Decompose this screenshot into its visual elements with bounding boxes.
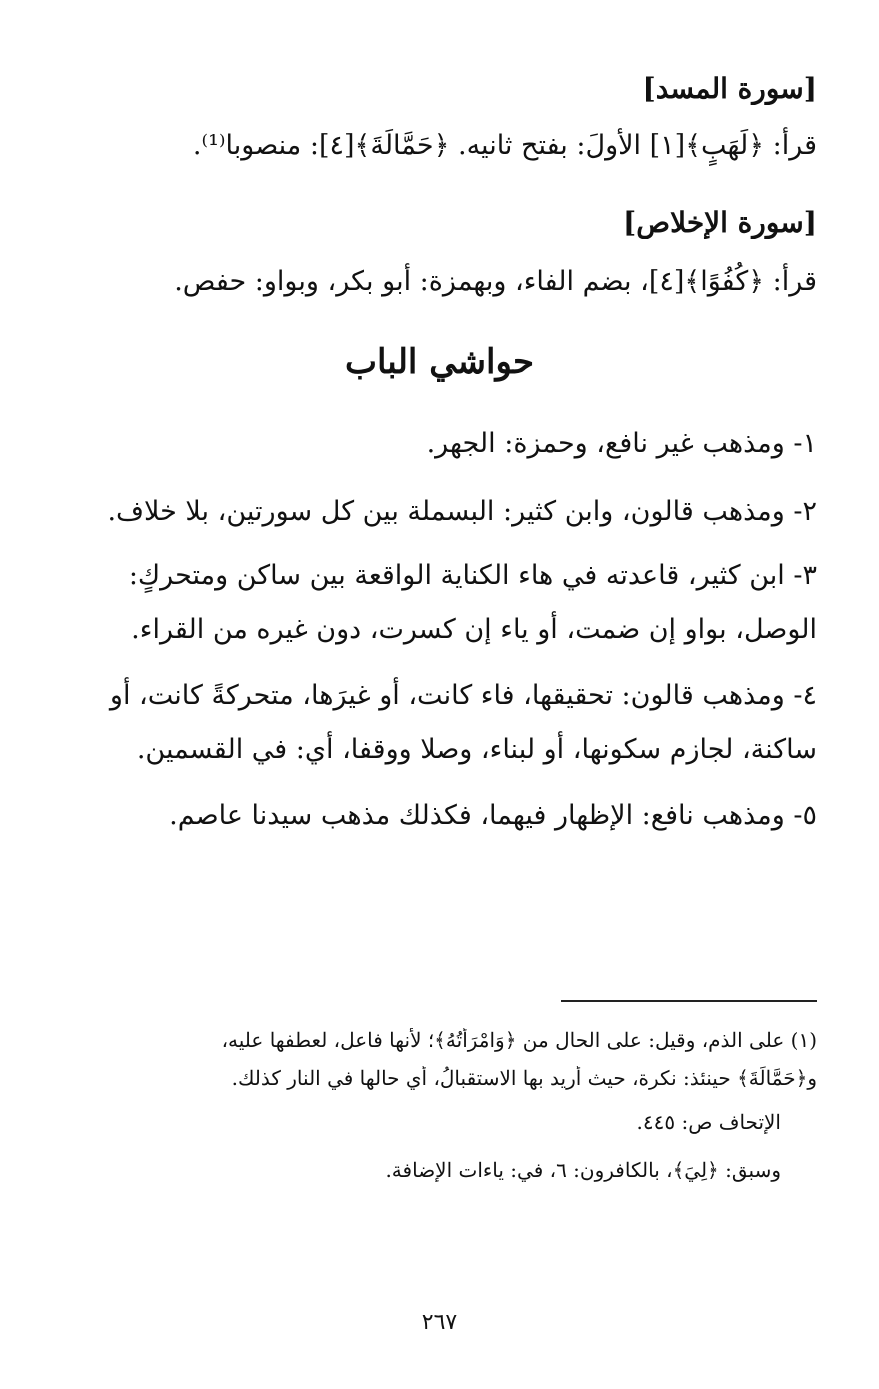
note-line-3: ٣- ابن كثير، قاعدته في هاء الكناية الواقعة بين ساكن ومتحركٍ: — [128, 560, 817, 591]
note-line-4: ٤- ومذهب قالون: تحقيقها، فاء كانت، أو غيرَها، متحركةً كانت، أو — [109, 680, 817, 711]
note-line-4-continued: ساكنة، لجازم سكونها، أو لبناء، وصلا ووقفا، أي: في القسمين. — [136, 734, 817, 765]
note-line-5: ٥- ومذهب نافع: الإظهار فيهما، فكذلك مذهب سيدنا عاصم. — [169, 800, 817, 831]
note-line-3-continued: الوصل، بواو إن ضمت، أو ياء إن كسرت، دون غيره من القراء. — [131, 614, 817, 645]
footnote-line-1: (١) على الذم، وقيل: على الحال من ﴿وَامْرَأَتُهُ﴾؛ لأنها فاعل، لعطفها عليه، — [221, 1028, 817, 1052]
surah-ikhlas-heading: [سورة الإخلاص] — [623, 206, 817, 239]
note-line-1: ١- ومذهب غير نافع، وحمزة: الجهر. — [426, 428, 817, 459]
surah-masad-line: قرأ: ﴿لَهَبٍ﴾[١] الأولَ: بفتح ثانيه. ﴿حَمَّالَةَ﴾[٤]: منصوبا⁽¹⁾. — [192, 130, 817, 161]
surah-ikhlas-line: قرأ: ﴿كُفُوًا﴾[٤]، بضم الفاء، وبهمزة: أبو بكر، وبواو: حفص. — [174, 266, 817, 297]
footnote-line-4: وسبق: ﴿لِيَ﴾، بالكافرون: ٦، في: ياءات الإضافة. — [385, 1158, 781, 1182]
page-number: ٢٦٧ — [421, 1310, 458, 1335]
surah-masad-heading: [سورة المسد] — [642, 72, 817, 105]
footnote-divider — [561, 1000, 817, 1002]
section-title: حواشي الباب — [344, 342, 535, 382]
footnote-line-2: و﴿حَمَّالَةَ﴾ حينئذ: نكرة، حيث أريد بها الاستقبالُ، أي حالها في النار كذلك. — [231, 1066, 817, 1090]
footnote-line-3: الإتحاف ص: ٤٤٥. — [636, 1110, 781, 1134]
note-line-2: ٢- ومذهب قالون، وابن كثير: البسملة بين كل سورتين، بلا خلاف. — [107, 496, 817, 527]
